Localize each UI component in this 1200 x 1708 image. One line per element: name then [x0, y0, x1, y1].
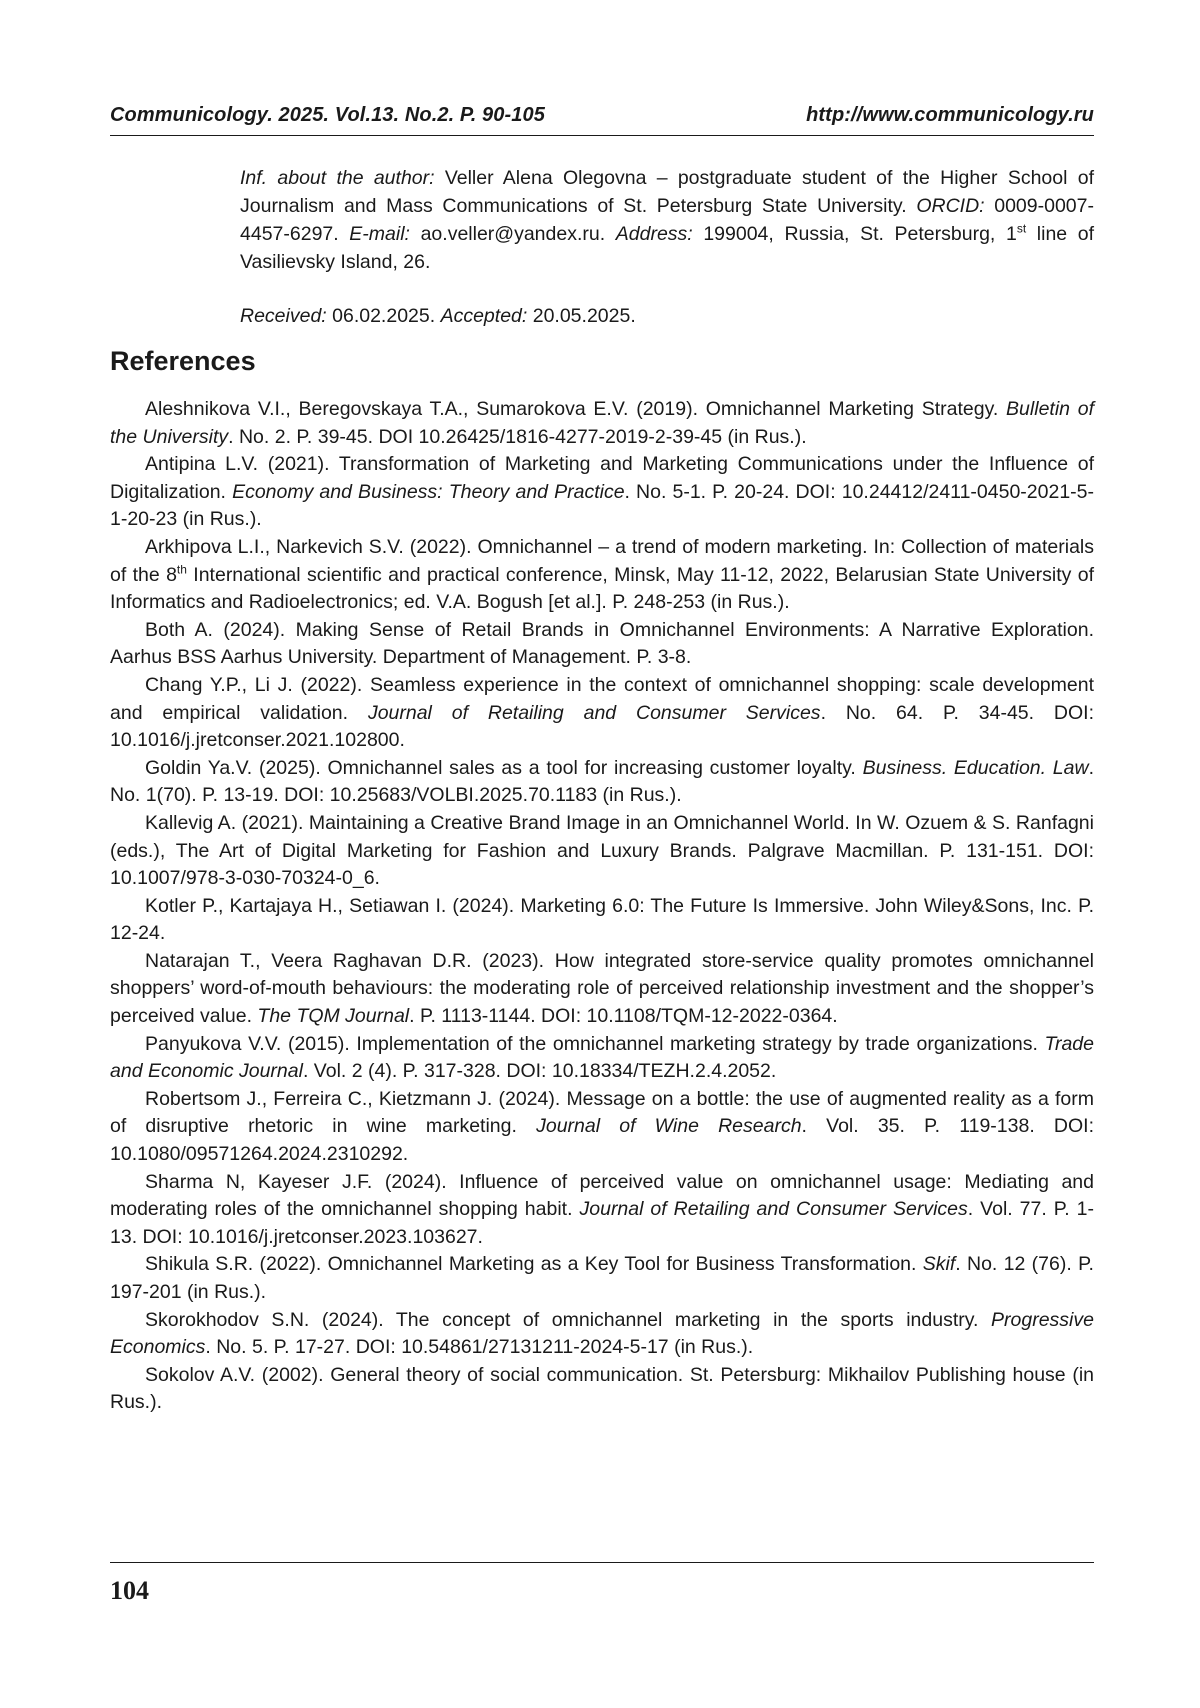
author-info-label: Inf. about the author: — [240, 167, 435, 189]
reference-details: . Vol. 35. P. 119-138. DOI: 10.1080/09571264.2024.2310292. — [110, 1115, 1094, 1166]
reference-text: Chang Y.P., Li J. (2022). Seamless experience in the context of omnichannel shopping: scale development and empirical validation. — [110, 673, 1094, 724]
reference-item — [110, 1031, 1094, 1086]
footer-divider — [110, 1562, 1094, 1563]
address-value: 199004, Russia, St. Petersburg, 1 — [692, 223, 1017, 245]
journal-website-link[interactable]: http://www.communicology.ru — [806, 104, 1094, 126]
reference-item — [110, 1169, 1094, 1252]
reference-details: . No. 1(70). P. 13-19. DOI: 10.25683/VOLBI.2025.70.1183 (in Rus.). — [110, 756, 1094, 807]
accepted-label: Accepted: — [440, 305, 528, 327]
article-dates — [240, 302, 636, 330]
address-superscript: st — [1016, 221, 1027, 236]
reference-journal: Progressive Economics — [110, 1308, 1094, 1359]
reference-text: Both A. (2024). Making Sense of Retail Brands in Omnichannel Environments: A Narrative Exploration. Aarhus BSS Aarhus University. Department of Management. P. 3-8. — [110, 618, 1094, 669]
reference-text: Natarajan T., Veera Raghavan D.R. (2023). How integrated store-service quality promotes omnichannel shoppers’ word-of-mouth behaviours: the moderating role of perceived relationship investment and the shopper’s perceived value. — [110, 949, 1094, 1028]
received-label: Received: — [240, 305, 327, 327]
reference-details: . No. 2. P. 39-45. DOI 10.26425/1816-4277-2019-2-39-45 (in Rus.). — [228, 425, 807, 448]
reference-text: Robertsom J., Ferreira C., Kietzmann J. (2024). Message on a bottle: the use of augmented reality as a form of disruptive rhetoric in wine marketing. — [110, 1087, 1094, 1138]
reference-journal: Journal of Retailing and Consumer Services — [579, 1198, 968, 1221]
reference-text: Sharma N, Kayeser J.F. (2024). Influence of perceived value on omnichannel usage: Mediating and moderating roles of the omnichannel shopping habit. — [110, 1170, 1094, 1221]
reference-details: . No. 64. P. 34-45. DOI: 10.1016/j.jretconser.2021.102800. — [110, 701, 1094, 752]
author-info-paragraph — [240, 164, 1094, 276]
reference-journal: Business. Education. Law — [862, 756, 1089, 779]
accepted-date: 20.05.2025. — [527, 305, 636, 327]
reference-item — [110, 1307, 1094, 1362]
reference-journal: Skif — [922, 1253, 956, 1276]
email-value[interactable]: ao.veller@yandex.ru. — [409, 223, 616, 245]
received-date: 06.02.2025. — [326, 305, 441, 327]
reference-journal: Economy and Business: Theory and Practice — [232, 480, 625, 503]
author-info — [240, 164, 1094, 276]
reference-text: Kotler P., Kartajaya H., Setiawan I. (2024). Marketing 6.0: The Future Is Immersive. John Wiley&Sons, Inc. P. 12-24. — [110, 894, 1094, 945]
reference-details: International scientific and practical conference, Minsk, May 11-12, 2022, Belarusian State University of Informatics and Radioelectronics; ed. V.A. Bogush [et al.]. P. 248-253 (in Rus.). — [110, 563, 1094, 614]
reference-item — [110, 617, 1094, 672]
references-heading: References — [110, 346, 256, 376]
reference-details: . Vol. 77. P. 1-13. DOI: 10.1016/j.jretconser.2023.103627. — [110, 1198, 1094, 1248]
reference-journal: The TQM Journal — [257, 1005, 410, 1028]
reference-details: . No. 5-1. P. 20-24. DOI: 10.24412/2411-0450-2021-5-1-20-23 (in Rus.). — [110, 480, 1094, 531]
reference-item — [110, 810, 1094, 893]
reference-details: . No. 5. P. 17-27. DOI: 10.54861/27131211-2024-5-17 (in Rus.). — [205, 1336, 754, 1359]
reference-text: Goldin Ya.V. (2025). Omnichannel sales as a tool for increasing customer loyalty. — [145, 756, 863, 779]
reference-item — [110, 1086, 1094, 1169]
running-header — [110, 104, 1094, 127]
reference-text: Antipina L.V. (2021). Transformation of Marketing and Marketing Communications under the Influence of Digitalization. — [110, 453, 1094, 503]
reference-text: Kallevig A. (2021). Maintaining a Creative Brand Image in an Omnichannel World. In W. Ozuem & S. Ranfagni (eds.), The Art of Digital Marketing for Fashion and Luxury Brands. Palgrave Macmillan. P. 131-151. DOI: 10.1007/978-3-030-70324-0_6. — [110, 811, 1094, 890]
reference-details: . No. 12 (76). P. 197-201 (in Rus.). — [110, 1253, 1094, 1303]
reference-details: . Vol. 2 (4). P. 317-328. DOI: 10.18334/TEZH.2.4.2052. — [302, 1060, 777, 1083]
reference-text: Shikula S.R. (2022). Omnichannel Marketing as a Key Tool for Business Transformation. — [145, 1253, 923, 1276]
reference-item — [110, 672, 1094, 755]
reference-text: Aleshnikova V.I., Beregovskaya T.A., Sumarokova E.V. (2019). Omnichannel Marketing Strategy. — [145, 398, 1007, 420]
journal-citation: Communicology. 2025. Vol.13. No.2. P. 90-105 — [110, 104, 545, 126]
reference-text: Panyukova V.V. (2015). Implementation of the omnichannel marketing strategy by trade organizations. — [145, 1032, 1045, 1055]
reference-superscript: th — [176, 562, 187, 577]
reference-text: Sokolov A.V. (2002). General theory of social communication. St. Petersburg: Mikhailov Publishing house (in Rus.). — [110, 1363, 1094, 1414]
reference-item — [110, 451, 1094, 534]
orcid-label: ORCID: — [916, 195, 985, 217]
reference-text: Skorokhodov S.N. (2024). The concept of omnichannel marketing in the sports industry. — [145, 1308, 992, 1331]
reference-item — [110, 1362, 1094, 1417]
reference-journal: Bulletin of the University — [110, 398, 1095, 448]
reference-journal: Journal of Wine Research — [536, 1115, 802, 1138]
orcid-value: 0009-0007-4457-6297. — [240, 195, 1094, 245]
address-tail: line of Vasilievsky Island, 26. — [240, 223, 1095, 273]
email-label: E-mail: — [349, 223, 410, 245]
reference-journal: Trade and Economic Journal — [110, 1032, 1094, 1083]
reference-item — [110, 755, 1094, 810]
reference-item — [110, 893, 1094, 948]
reference-item — [110, 396, 1094, 451]
reference-text: Arkhipova L.I., Narkevich S.V. (2022). Omnichannel – a trend of modern marketing. In: Collection of materials of the 8 — [110, 535, 1094, 586]
reference-journal: Journal of Retailing and Consumer Services — [367, 701, 821, 724]
reference-item — [110, 1251, 1094, 1306]
reference-item — [110, 534, 1094, 617]
page-number: 104 — [110, 1576, 149, 1605]
reference-details: . P. 1113-1144. DOI: 10.1108/TQM-12-2022-0364. — [409, 1005, 838, 1028]
address-label: Address: — [615, 223, 693, 245]
header-divider — [110, 135, 1094, 136]
author-info-text: Veller Alena Olegovna – postgraduate student of the Higher School of Journalism and Mass Communications of St. Petersburg State University. — [240, 167, 1094, 217]
reference-item — [110, 948, 1094, 1031]
references-list — [110, 396, 1094, 1417]
